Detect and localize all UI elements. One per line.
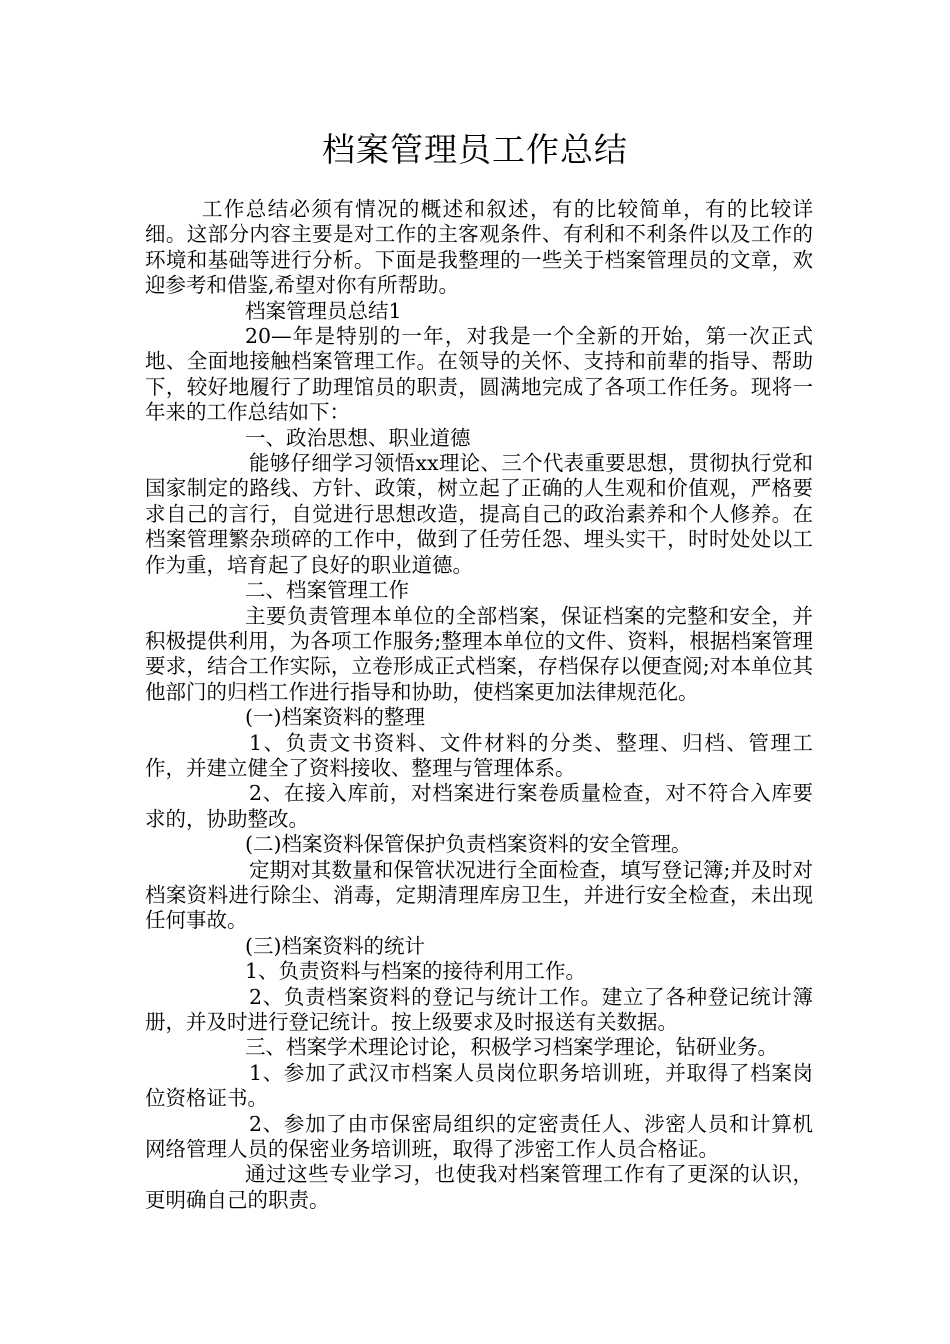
list-item: 1、负责文书资料、文件材料的分类、整理、归档、管理工作，并建立健全了资料接收、整理与管理体系。 [145, 730, 813, 780]
section-heading-archive-work: 二、档案管理工作 [245, 578, 409, 603]
subsection-heading-statistics: (三)档案资料的统计 [245, 933, 425, 958]
list-item: 1、参加了武汉市档案人员岗位职务培训班，并取得了档案岗位资格证书。 [145, 1060, 813, 1111]
list-item: 1、负责资料与档案的接待利用工作。 [245, 959, 587, 984]
list-item: 2、负责档案资料的登记与统计工作。建立了各种登记统计簿册，并及时进行登记统计。按上级要求及时报送有关数据。 [145, 984, 813, 1034]
paragraph: 定期对其数量和保管状况进行全面检查，填写登记簿;并及时对档案资料进行除尘、消毒，定期清理库房卫生，并进行安全检查，未出现任何事故。 [145, 857, 813, 933]
section-heading-theory: 三、档案学术理论讨论，积极学习档案学理论，钻研业务。 [245, 1035, 778, 1060]
paragraph: 主要负责管理本单位的全部档案，保证档案的完整和安全，并积极提供利用，为各项工作服务;整理本单位的文件、资料，根据档案管理要求，结合工作实际，立卷形成正式档案，存档保存以便查阅;对本单位其他部门的归档工作进行指导和协助，使档案更加法律规范化。 [145, 603, 813, 704]
list-item: 2、参加了由市保密局组织的定密责任人、涉密人员和计算机网络管理人员的保密业务培训班，取得了涉密工作人员合格证。 [145, 1111, 813, 1162]
paragraph-conclusion: 通过这些专业学习，也使我对档案管理工作有了更深的认识，更明确自己的职责。 [145, 1162, 813, 1212]
document-title: 档案管理员工作总结 [322, 130, 628, 169]
subsection-heading-custody: (二)档案资料保管保护负责档案资料的安全管理。 [245, 832, 692, 857]
paragraph: 能够仔细学习领悟xx理论、三个代表重要思想，贯彻执行党和国家制定的路线、方针、政策，树立起了正确的人生观和价值观，严格要求自己的言行，自觉进行思想改造，提高自己的政治素养和个人修养。在档案管理繁杂琐碎的工作中，做到了任劳任怨、埋头实干，时时处处以工作为重，培育起了良好的职业道德。 [145, 451, 813, 577]
list-item: 2、在接入库前，对档案进行案卷质量检查，对不符合入库要求的，协助整改。 [145, 781, 813, 831]
section-heading-summary-1: 档案管理员总结1 [245, 298, 402, 323]
document-body [145, 197, 813, 1213]
paragraph: 20—年是特别的一年，对我是一个全新的开始，第一次正式地、全面地接触档案管理工作。在领导的关怀、支持和前辈的指导、帮助下，较好地履行了助理馆员的职责，圆满地完成了各项工作任务。现将一年来的工作总结如下： [145, 324, 813, 425]
section-heading-politics: 一、政治思想、职业道德 [245, 425, 471, 450]
paragraph-intro: 工作总结必须有情况的概述和叙述，有的比较简单，有的比较详细。这部分内容主要是对工作的主客观条件、有利和不利条件以及工作的环境和基础等进行分析。下面是我整理的一些关于档案管理员的文章，欢迎参考和借鉴,希望对你有所帮助。 [145, 197, 813, 298]
subsection-heading-organizing: (一)档案资料的整理 [245, 705, 425, 730]
